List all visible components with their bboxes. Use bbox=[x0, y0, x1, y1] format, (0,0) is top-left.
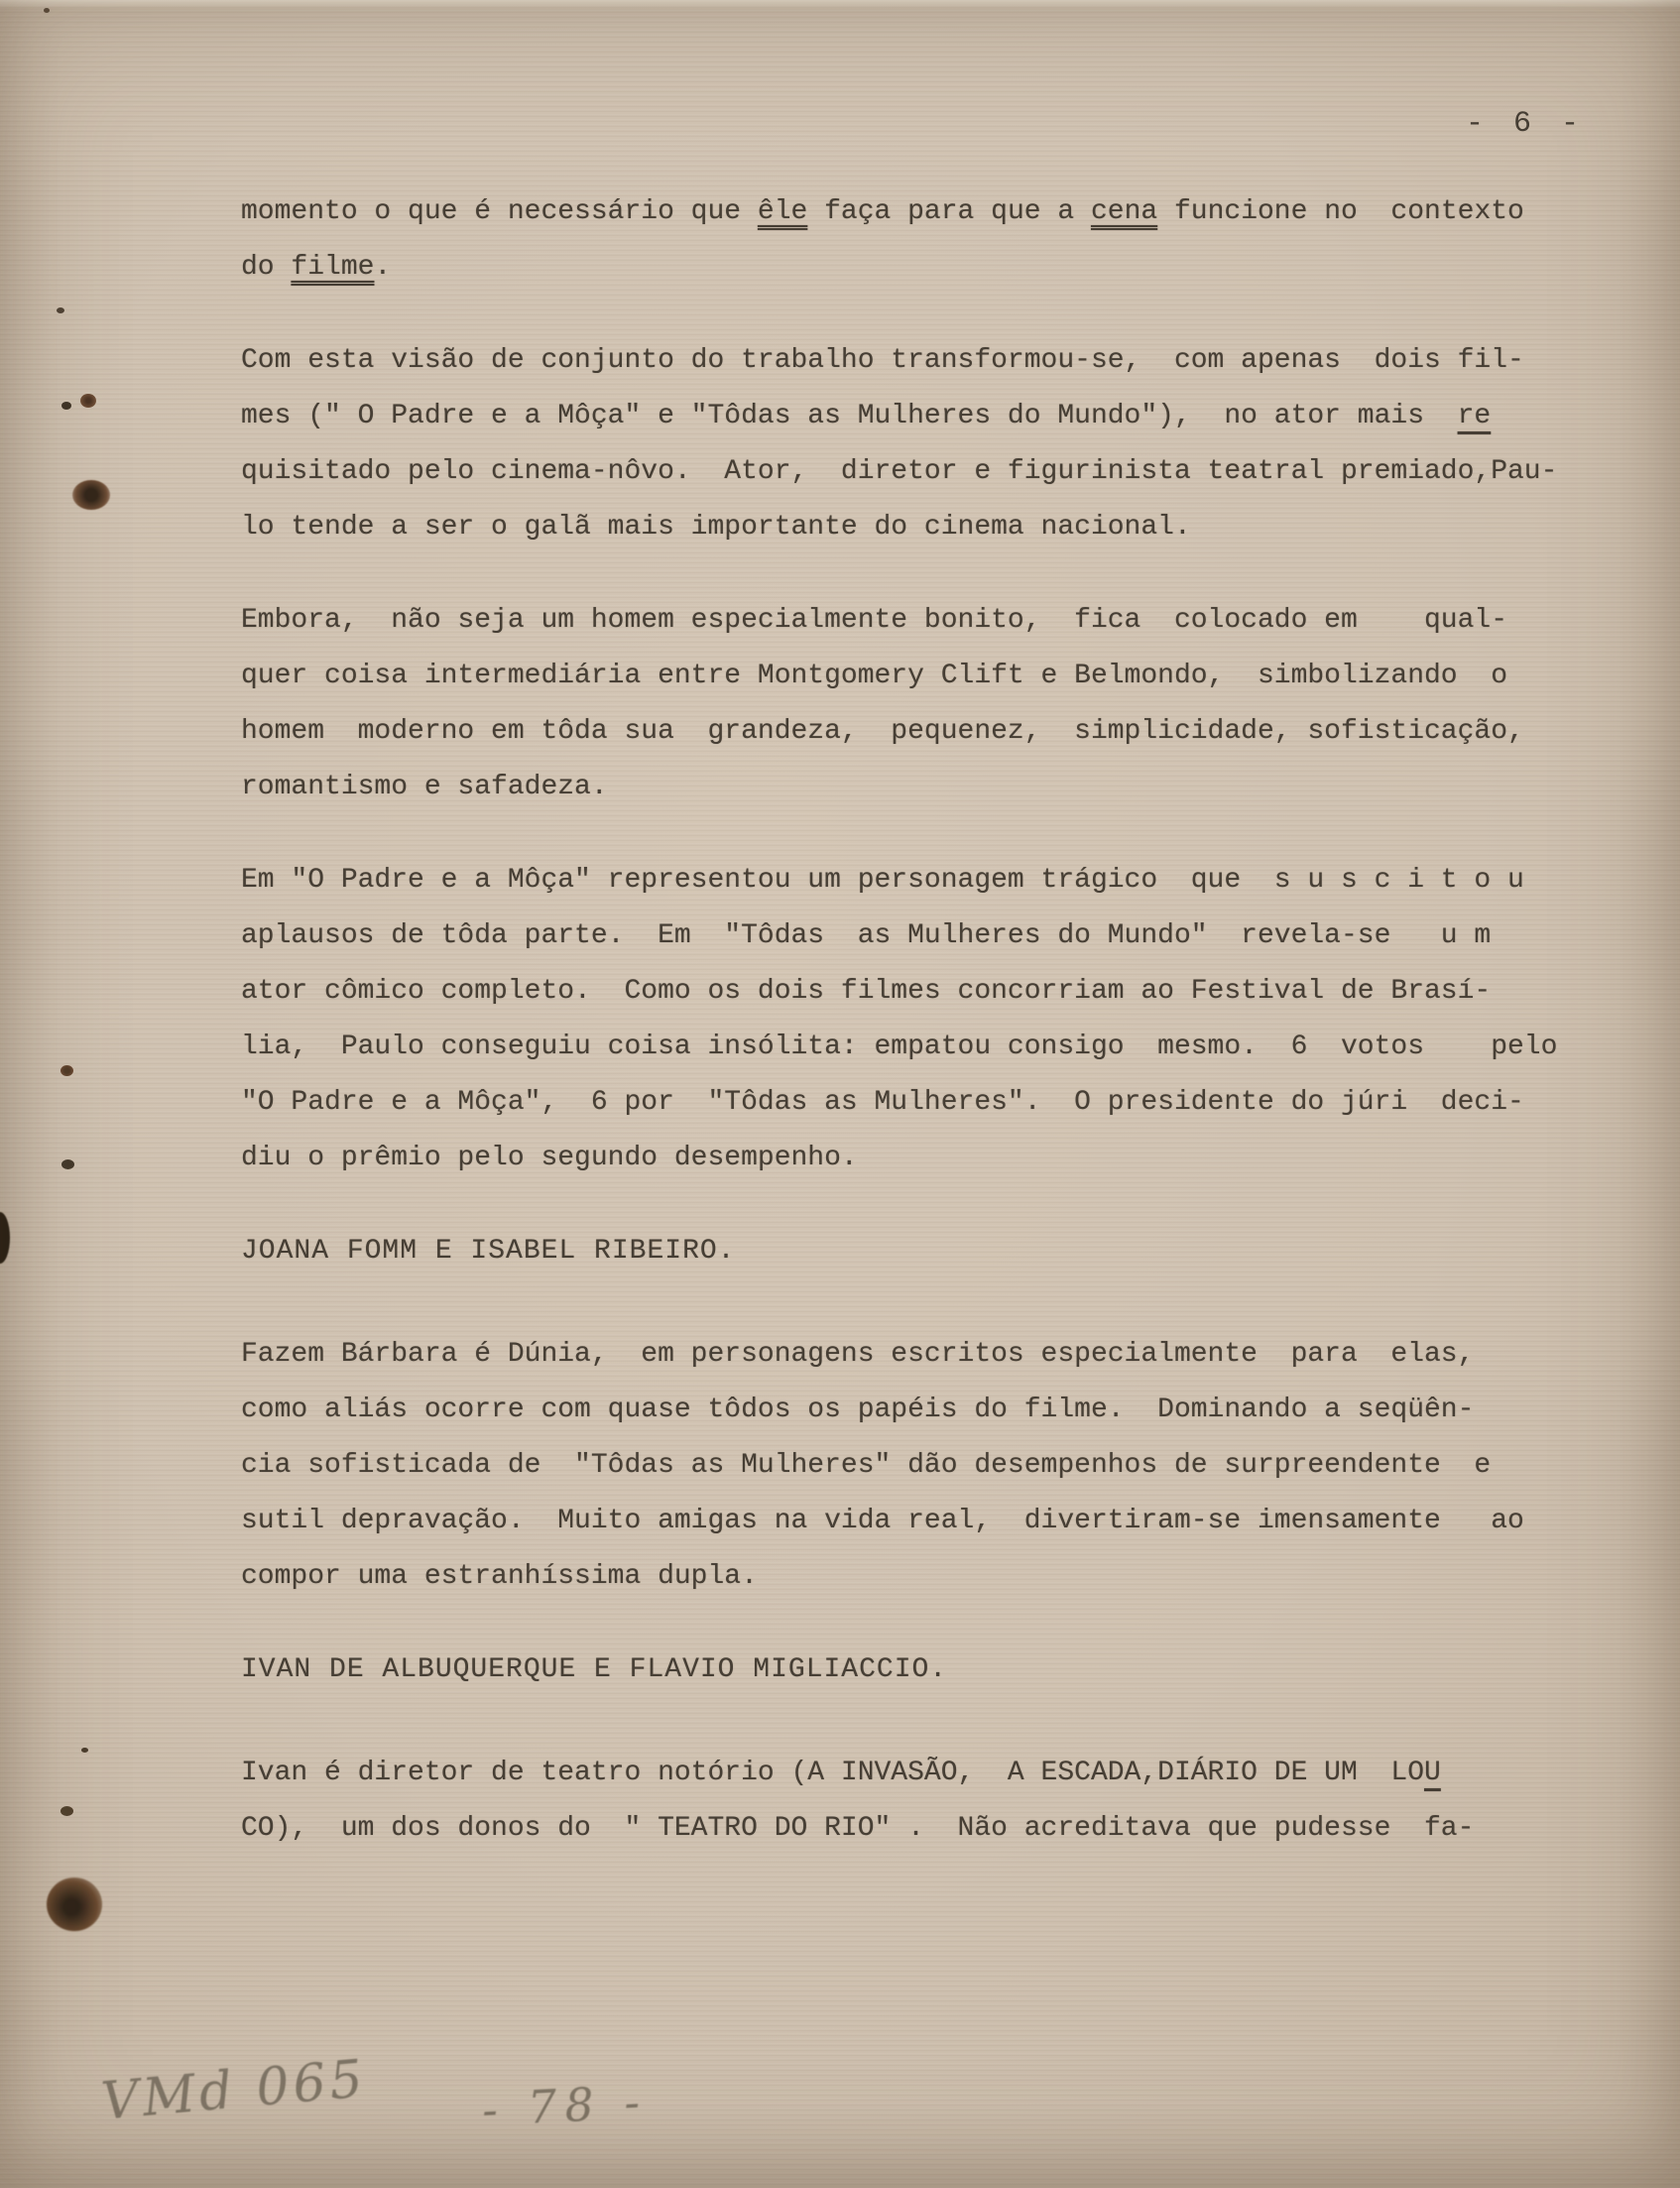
text-line: Ivan é diretor de teatro notório (A INVASÃO, A ESCADA,DIÁRIO DE UM LOU bbox=[241, 1758, 1441, 1788]
underlined-text: filme bbox=[291, 252, 375, 283]
underlined-text: cena bbox=[1090, 196, 1158, 227]
text-line: romantismo e safadeza. bbox=[241, 772, 608, 802]
handwritten-page-number: - 78 - bbox=[480, 2074, 650, 2137]
text-line: lo tende a ser o galã mais importante do cinema nacional. bbox=[241, 512, 1191, 543]
text-line: lia, Paulo conseguiu coisa insólita: empatou consigo mesmo. 6 votos pelo bbox=[241, 1032, 1558, 1062]
text-line: ator cômico completo. Como os dois filmes concorriam ao Festival de Brasí- bbox=[241, 976, 1492, 1007]
paper-top-edge bbox=[0, 0, 1680, 9]
ink-spot bbox=[61, 1159, 74, 1169]
text-line: quer coisa intermediária entre Montgomery Clift e Belmondo, simbolizando o bbox=[241, 661, 1508, 691]
text-line: como aliás ocorre com quase tôdos os papéis do filme. Dominando a seqüên- bbox=[241, 1395, 1475, 1425]
text-line: IVAN DE ALBUQUERQUE E FLAVIO MIGLIACCIO. bbox=[241, 1654, 948, 1685]
page-number: - 6 - bbox=[1466, 107, 1586, 141]
text-line: JOANA FOMM E ISABEL RIBEIRO. bbox=[241, 1236, 736, 1267]
section-heading bbox=[241, 1642, 1620, 1698]
paragraph bbox=[241, 333, 1620, 555]
text-line: sutil depravação. Muito amigas na vida real, divertiram-se imensamente ao bbox=[241, 1506, 1524, 1536]
text-line: cia sofisticada de "Tôdas as Mulheres" dão desempenhos de surpreendente e bbox=[241, 1450, 1492, 1481]
ink-spot bbox=[80, 394, 96, 408]
underlined-text: êle bbox=[757, 196, 808, 227]
ink-spot bbox=[60, 1806, 73, 1816]
document-body bbox=[241, 184, 1620, 1894]
ink-spot bbox=[60, 1065, 73, 1076]
text-line: compor uma estranhíssima dupla. bbox=[241, 1561, 758, 1592]
underlined-text: re bbox=[1457, 401, 1492, 431]
text-line: "O Padre e a Môça", 6 por "Tôdas as Mulheres". O presidente do júri deci- bbox=[241, 1087, 1524, 1118]
paragraph bbox=[241, 853, 1620, 1186]
handwritten-archive-code: VMd 065 bbox=[98, 2049, 369, 2132]
underlined-text: U bbox=[1424, 1758, 1441, 1788]
text-line: Embora, não seja um homem especialmente bonito, fica colocado em qual- bbox=[241, 605, 1508, 636]
text-line: Em "O Padre e a Môça" representou um personagem trágico que s u s c i t o u bbox=[241, 865, 1524, 896]
text-line: mes (" O Padre e a Môça" e "Tôdas as Mulheres do Mundo"), no ator mais re bbox=[241, 401, 1492, 431]
page-edge-mark bbox=[0, 1212, 10, 1264]
text-line: CO), um dos donos do " TEATRO DO RIO" . Não acreditava que pudesse fa- bbox=[241, 1813, 1475, 1844]
ink-spot bbox=[72, 480, 110, 510]
paragraph bbox=[241, 1746, 1620, 1857]
text-line: Fazem Bárbara é Dúnia, em personagens escritos especialmente para elas, bbox=[241, 1339, 1475, 1370]
text-line: aplausos de tôda parte. Em "Tôdas as Mulheres do Mundo" revela-se u m bbox=[241, 920, 1492, 951]
paragraph bbox=[241, 593, 1620, 815]
text-line: Com esta visão de conjunto do trabalho transformou-se, com apenas dois fil- bbox=[241, 345, 1524, 376]
section-heading bbox=[241, 1224, 1620, 1279]
text-line: diu o prêmio pelo segundo desempenho. bbox=[241, 1143, 858, 1173]
ink-spot bbox=[61, 402, 71, 410]
paragraph bbox=[241, 1327, 1620, 1605]
text-line: do filme. bbox=[241, 252, 392, 283]
ink-spot bbox=[81, 1748, 88, 1753]
ink-spot bbox=[57, 307, 64, 313]
text-line: homem moderno em tôda sua grandeza, pequenez, simplicidade, sofisticação, bbox=[241, 716, 1524, 747]
ink-spot bbox=[47, 1878, 102, 1931]
ink-spot bbox=[44, 8, 50, 13]
text-line: quisitado pelo cinema-nôvo. Ator, diretor e figurinista teatral premiado,Pau- bbox=[241, 456, 1558, 487]
text-line: momento o que é necessário que êle faça para que a cena funcione no contexto bbox=[241, 196, 1524, 227]
paragraph bbox=[241, 184, 1620, 296]
